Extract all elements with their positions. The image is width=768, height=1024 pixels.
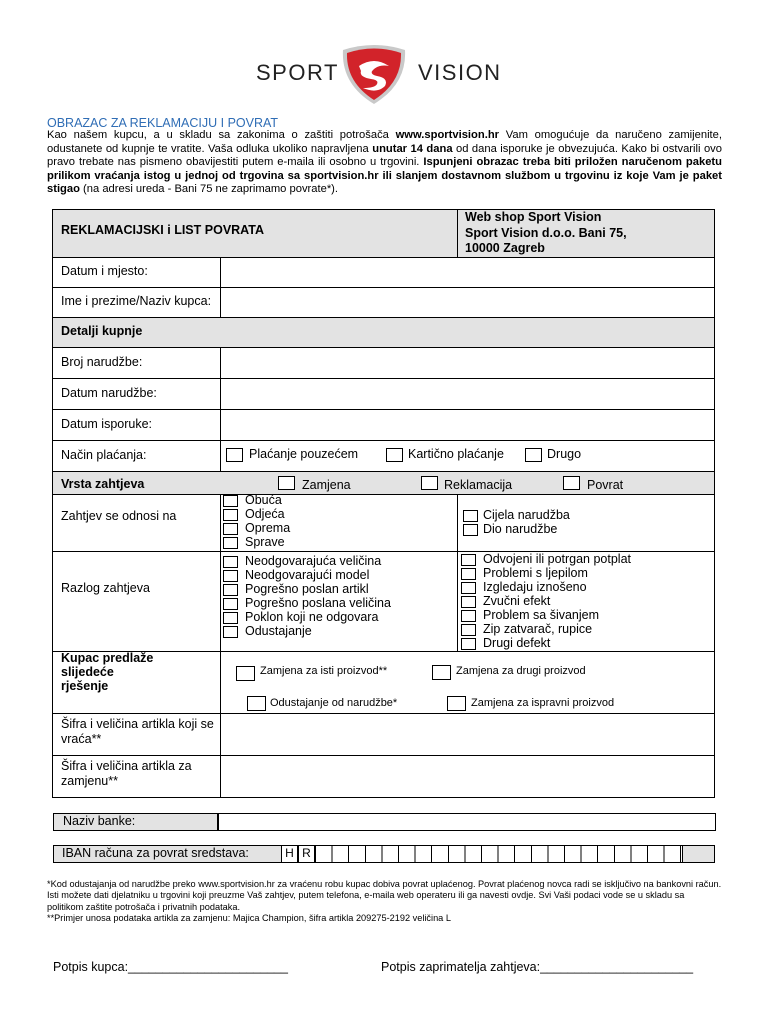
label-odjeca: Odjeća xyxy=(245,507,285,521)
label-defekt-5: Problem sa šivanjem xyxy=(483,608,600,622)
label-vrsta-zahtjeva: Vrsta zahtjeva xyxy=(61,477,145,491)
input-ime[interactable] xyxy=(222,289,713,316)
label-defekt-4: Zvučni efekt xyxy=(483,594,551,608)
label-defekt-2: Problemi s ljepilom xyxy=(483,566,588,580)
label-karticno: Kartično plaćanje xyxy=(408,447,504,461)
checkbox-razlog-4[interactable] xyxy=(223,598,238,610)
label-zamjena: Zamjena xyxy=(302,478,351,492)
checkbox-razlog-5[interactable] xyxy=(223,612,238,624)
sport-vision-logo xyxy=(339,44,409,106)
iban-digit-cells[interactable] xyxy=(315,845,683,863)
label-naziv-banke: Naziv banke: xyxy=(63,814,136,828)
checkbox-zamjena-isti[interactable] xyxy=(236,666,255,681)
label-razlog-1: Neodgovarajuća veličina xyxy=(245,554,382,568)
bank-row xyxy=(53,813,716,831)
label-zamjena-drugi: Zamjena za drugi proizvod xyxy=(456,665,586,677)
input-datum-narudzbe[interactable] xyxy=(222,380,713,408)
checkbox-pouzecem[interactable] xyxy=(226,448,243,462)
label-povrat: Povrat xyxy=(587,478,624,492)
label-odnosi-na: Zahtjev se odnosi na xyxy=(61,509,177,523)
logo-word-sport: SPORT xyxy=(256,60,339,85)
checkbox-odjeca[interactable] xyxy=(223,509,238,521)
checkbox-sprave[interactable] xyxy=(223,537,238,549)
label-sifra-vraca-2: vraća** xyxy=(61,732,102,746)
checkbox-karticno[interactable] xyxy=(386,448,403,462)
label-zamjena-isti: Zamjena za isti proizvod** xyxy=(260,665,388,677)
label-defekt-6: Zip zatvarač, rupice xyxy=(483,622,593,636)
label-oprema: Oprema xyxy=(245,521,291,535)
label-obuca: Obuća xyxy=(245,493,282,507)
logo-word-vision: VISION xyxy=(418,60,502,85)
label-datum-mjesto: Datum i mjesto: xyxy=(61,264,148,278)
input-naziv-banke[interactable] xyxy=(218,813,716,831)
checkbox-defekt-6[interactable] xyxy=(461,624,476,636)
iban-row xyxy=(53,845,715,863)
label-drugo: Drugo xyxy=(547,447,582,461)
label-zamjena-ispravni: Zamjena za ispravni proizvod xyxy=(471,697,615,709)
checkbox-odustajanje[interactable] xyxy=(247,696,266,711)
checkbox-razlog-2[interactable] xyxy=(223,570,238,582)
label-razlog-zahtjeva: Razlog zahtjeva xyxy=(61,581,150,595)
label-reklamacija: Reklamacija xyxy=(444,478,513,492)
shop-line-2: Sport Vision d.o.o. Bani 75, xyxy=(465,226,627,240)
iban-cell-2[interactable]: R xyxy=(298,845,315,863)
checkbox-reklamacija[interactable] xyxy=(421,476,438,490)
label-kupac-predlaze-2: slijedeće xyxy=(61,665,114,679)
label-odustajanje: Odustajanje od narudžbe* xyxy=(270,697,398,709)
checkbox-zamjena[interactable] xyxy=(278,476,295,490)
label-defekt-7: Drugi defekt xyxy=(483,636,551,650)
label-sifra-zamjena-2: zamjenu** xyxy=(61,774,118,788)
label-razlog-5: Poklon koji ne odgovara xyxy=(245,610,379,624)
label-sprave: Sprave xyxy=(245,535,285,549)
checkbox-razlog-6[interactable] xyxy=(223,626,238,638)
checkbox-defekt-1[interactable] xyxy=(461,554,476,566)
label-defekt-1: Odvojeni ili potrgan potplat xyxy=(483,552,632,566)
label-razlog-2: Neodgovarajući model xyxy=(245,568,370,582)
label-nacin-placanja: Način plaćanja: xyxy=(61,448,147,462)
checkbox-defekt-3[interactable] xyxy=(461,582,476,594)
label-datum-narudzbe: Datum narudžbe: xyxy=(61,386,157,400)
input-broj-narudzbe[interactable] xyxy=(222,349,713,377)
footnotes xyxy=(47,879,722,925)
checkbox-zamjena-drugi[interactable] xyxy=(432,665,451,680)
checkbox-obuca[interactable] xyxy=(223,495,238,507)
label-razlog-4: Pogrešno poslana veličina xyxy=(245,596,391,610)
label-sifra-vraca-1: Šifra i veličina artikla koji se xyxy=(61,717,214,731)
label-datum-isporuke: Datum isporuke: xyxy=(61,417,153,431)
checkbox-oprema[interactable] xyxy=(223,523,238,535)
intro-text: Kao našem kupcu, a u skladu sa zakonima o zaštiti potrošača www.sportvision.hr Vam omogućuje da naručeno zamijenite, odustanete od kupnje te vratite. Vaša odluka ukoliko napravljena unutar 14 dana od dana isporuke je obvezujuća. Kako bi ostvarili ovo pravo trebate nas pismeno obavijestiti putem e-maila ili osobno u trgovini. Ispunjeni obrazac treba biti priložen naručenom paketu prilikom vraćanja istog u jednoj od trgovina sa sportvision.hr ili slanjem dostavnom službom u trgovinu iz koje Vam je paket stigao (na adresi ureda - Bani 75 ne zaprimamo povrate*). xyxy=(47,129,722,196)
checkbox-defekt-4[interactable] xyxy=(461,596,476,608)
label-razlog-6: Odustajanje xyxy=(245,624,312,638)
form-title: REKLAMACIJSKI i LIST POVRATA xyxy=(61,223,265,237)
label-sifra-zamjena-1: Šifra i veličina artikla za xyxy=(61,759,192,773)
checkbox-defekt-5[interactable] xyxy=(461,610,476,622)
input-sifra-vraca[interactable] xyxy=(222,715,713,754)
signature-kupac: Potpis kupca:_______________________ xyxy=(53,960,288,974)
checkbox-defekt-7[interactable] xyxy=(461,638,476,650)
shop-line-1: Web shop Sport Vision xyxy=(465,210,602,224)
label-iban: IBAN računa za povrat sredstava: xyxy=(62,846,249,860)
input-sifra-zamjena[interactable] xyxy=(222,757,713,796)
input-datum-mjesto[interactable] xyxy=(222,259,713,286)
shop-line-3: 10000 Zagreb xyxy=(465,241,545,255)
checkbox-razlog-3[interactable] xyxy=(223,584,238,596)
checkbox-cijela-narudzba[interactable] xyxy=(463,510,478,522)
label-pouzecem: Plaćanje pouzećem xyxy=(249,447,359,461)
label-defekt-3: Izgledaju iznošeno xyxy=(483,580,587,594)
checkbox-povrat[interactable] xyxy=(563,476,580,490)
input-datum-isporuke[interactable] xyxy=(222,411,713,439)
label-ime: Ime i prezime/Naziv kupca: xyxy=(61,294,212,308)
page-title: OBRAZAC ZA REKLAMACIJU I POVRAT xyxy=(47,116,279,130)
label-kupac-predlaze-3: rješenje xyxy=(61,679,109,693)
label-kupac-predlaze-1: Kupac predlaže xyxy=(61,651,154,665)
label-cijela-narudzba: Cijela narudžba xyxy=(483,508,570,522)
signature-zaprimatelj: Potpis zaprimatelja zahtjeva:______________________ xyxy=(381,960,694,974)
footnote-2: **Primjer unosa podataka artikla za zamjenu: Majica Champion, šifra artikla 209275-2192 veličina L xyxy=(47,913,451,924)
label-razlog-3: Pogrešno poslan artikl xyxy=(245,582,369,596)
checkbox-defekt-2[interactable] xyxy=(461,568,476,580)
checkbox-zamjena-ispravni[interactable] xyxy=(447,696,466,711)
footnote-1: *Kod odustajanja od narudžbe preko www.sportvision.hr za vraćenu robu kupac dobiva povrat uplaćenog. Povrat plaćenog novca radi se isključivo na bankovni račun. Isti možete dati djelatniku u trgovini koji preuzme Vaš zahtjev, putem telefona, e-maila web operateru ili ga navesti ovdje. Svi Vaši podaci vode se u skladu sa politikom zaštite potrošača i privatnih podataka. xyxy=(47,879,722,912)
checkbox-dio-narudzbe[interactable] xyxy=(463,524,478,536)
section-detalji: Detalji kupnje xyxy=(61,324,143,338)
iban-cell-1[interactable]: H xyxy=(281,845,298,863)
label-broj-narudzbe: Broj narudžbe: xyxy=(61,355,143,369)
label-dio-narudzbe: Dio narudžbe xyxy=(483,522,558,536)
checkbox-drugo[interactable] xyxy=(525,448,542,462)
checkbox-razlog-1[interactable] xyxy=(223,556,238,568)
